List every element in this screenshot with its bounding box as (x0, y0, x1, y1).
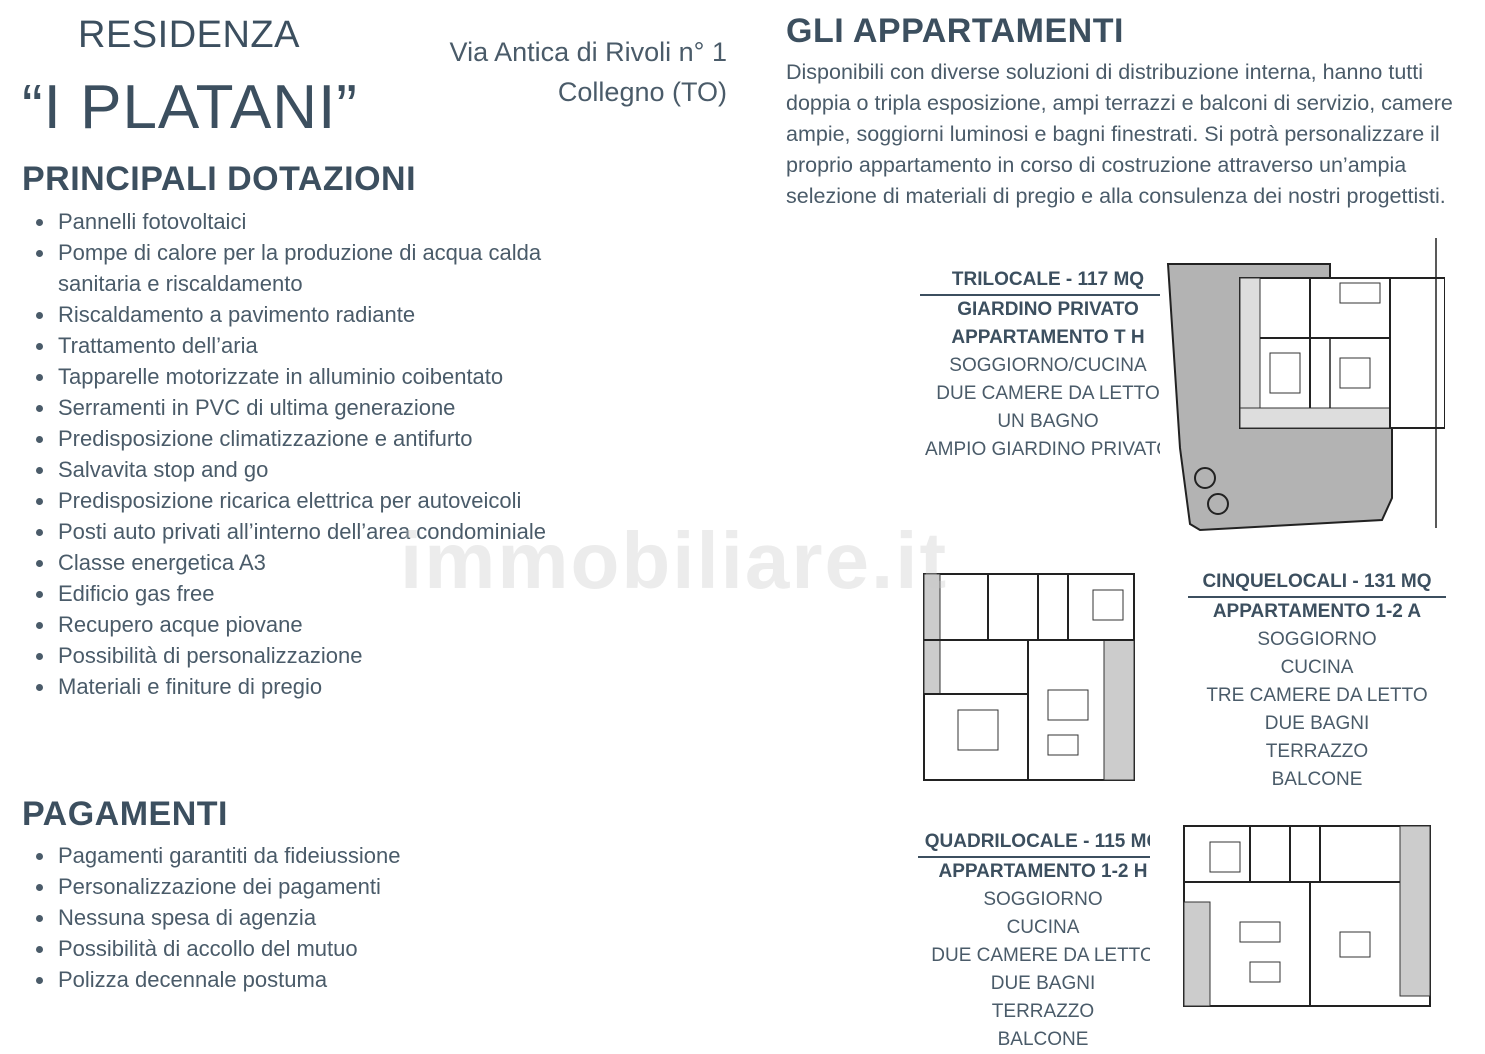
plan-line: UN BAGNO (997, 411, 1099, 432)
list-item: Salvavita stop and go (22, 454, 622, 485)
residence-label: RESIDENZA (78, 14, 300, 56)
list-item: Serramenti in PVC di ultima generazione (22, 392, 622, 423)
plan-bold-line: APPARTAMENTO 1-2 H (918, 856, 1168, 886)
list-item: Polizza decennale postuma (22, 964, 622, 995)
plan-line: CUCINA (1280, 657, 1354, 678)
list-item: Tapparelle motorizzate in alluminio coibentato (22, 361, 622, 392)
plan-heading: TRILOCALE - 117 MQ (951, 269, 1145, 290)
plan-heading: QUADRILOCALE - 115 MQ (924, 831, 1162, 852)
plan-line: DUE CAMERE DA LETTO (931, 945, 1155, 966)
plan-line: TRE CAMERE DA LETTO (1206, 685, 1428, 706)
floorplan-trilocale (1160, 238, 1445, 536)
plan-label-cinquelocali (1188, 568, 1446, 794)
plan-bold-line: GIARDINO PRIVATO (920, 294, 1176, 324)
pagamenti-title: PAGAMENTI (22, 795, 228, 833)
appartamenti-description: Disponibili con diverse soluzioni di distribuzione interna, hanno tutti doppia o tripla esposizione, ampi terrazzi e balconi di servizio, camere ampie, soggiorni luminosi e bagni finestrati. Si potrà personalizzare il proprio appartamento in corso di costruzione attraverso un’ampia selezione di materiali di pregio e alla consulenza dei nostri progettisti. (786, 60, 1453, 208)
list-item: Materiali e finiture di pregio (22, 671, 622, 702)
address (450, 32, 727, 112)
list-item: Recupero acque piovane (22, 609, 622, 640)
plan-heading: CINQUELOCALI - 131 MQ (1202, 571, 1432, 592)
plan-line: BALCONE (997, 1029, 1089, 1050)
plan-line: TERRAZZO (991, 1001, 1095, 1022)
plan-line: TERRAZZO (1265, 741, 1369, 762)
list-item: Personalizzazione dei pagamenti (22, 871, 622, 902)
plan-label-trilocale (920, 266, 1176, 464)
watermark: immobiliare.it (400, 516, 949, 605)
list-item: Pagamenti garantiti da fideiussione (22, 840, 622, 871)
plan-bold-line: APPARTAMENTO T H (951, 327, 1145, 348)
address-line2: Collegno (TO) (557, 77, 727, 107)
dotazioni-list (22, 206, 622, 702)
list-item: Pannelli fotovoltaici (22, 206, 622, 237)
appartamenti-title: GLI APPARTAMENTI (786, 12, 1124, 50)
plan-label-quadrilocale (918, 828, 1168, 1054)
plan-bold-line: APPARTAMENTO 1-2 A (1188, 596, 1446, 626)
list-item: Classe energetica A3 (22, 547, 622, 578)
floorplan-quadrilocale (1150, 822, 1435, 1012)
list-item: Edificio gas free (22, 578, 622, 609)
residence-name: “I PLATANI” (22, 73, 358, 142)
address-line1: Via Antica di Rivoli n° 1 (449, 37, 727, 67)
list-item: Pompe di calore per la produzione di acqua calda sanitaria e riscaldamento (22, 237, 598, 299)
plan-line: SOGGIORNO/CUCINA (949, 355, 1147, 376)
list-item: Predisposizione climatizzazione e antifurto (22, 423, 622, 454)
list-item: Possibilità di personalizzazione (22, 640, 622, 671)
plan-line: DUE CAMERE DA LETTO (936, 383, 1160, 404)
dotazioni-title: PRINCIPALI DOTAZIONI (22, 160, 417, 198)
list-item: Predisposizione ricarica elettrica per autoveicoli (22, 485, 622, 516)
plan-line: SOGGIORNO (1257, 629, 1377, 650)
plan-line: CUCINA (1006, 917, 1080, 938)
list-item: Riscaldamento a pavimento radiante (22, 299, 622, 330)
list-item: Posti auto privati all’interno dell’area condominiale (22, 516, 622, 547)
plan-line: BALCONE (1271, 769, 1363, 790)
pagamenti-list (22, 840, 622, 995)
plan-line: SOGGIORNO (983, 889, 1103, 910)
floorplan-cinquelocali (918, 570, 1190, 785)
list-item: Nessuna spesa di agenzia (22, 902, 622, 933)
plan-line: DUE BAGNI (990, 973, 1096, 994)
plan-line: AMPIO GIARDINO PRIVATO (925, 439, 1171, 460)
list-item: Possibilità di accollo del mutuo (22, 933, 622, 964)
plan-line: DUE BAGNI (1264, 713, 1370, 734)
list-item: Trattamento dell’aria (22, 330, 622, 361)
